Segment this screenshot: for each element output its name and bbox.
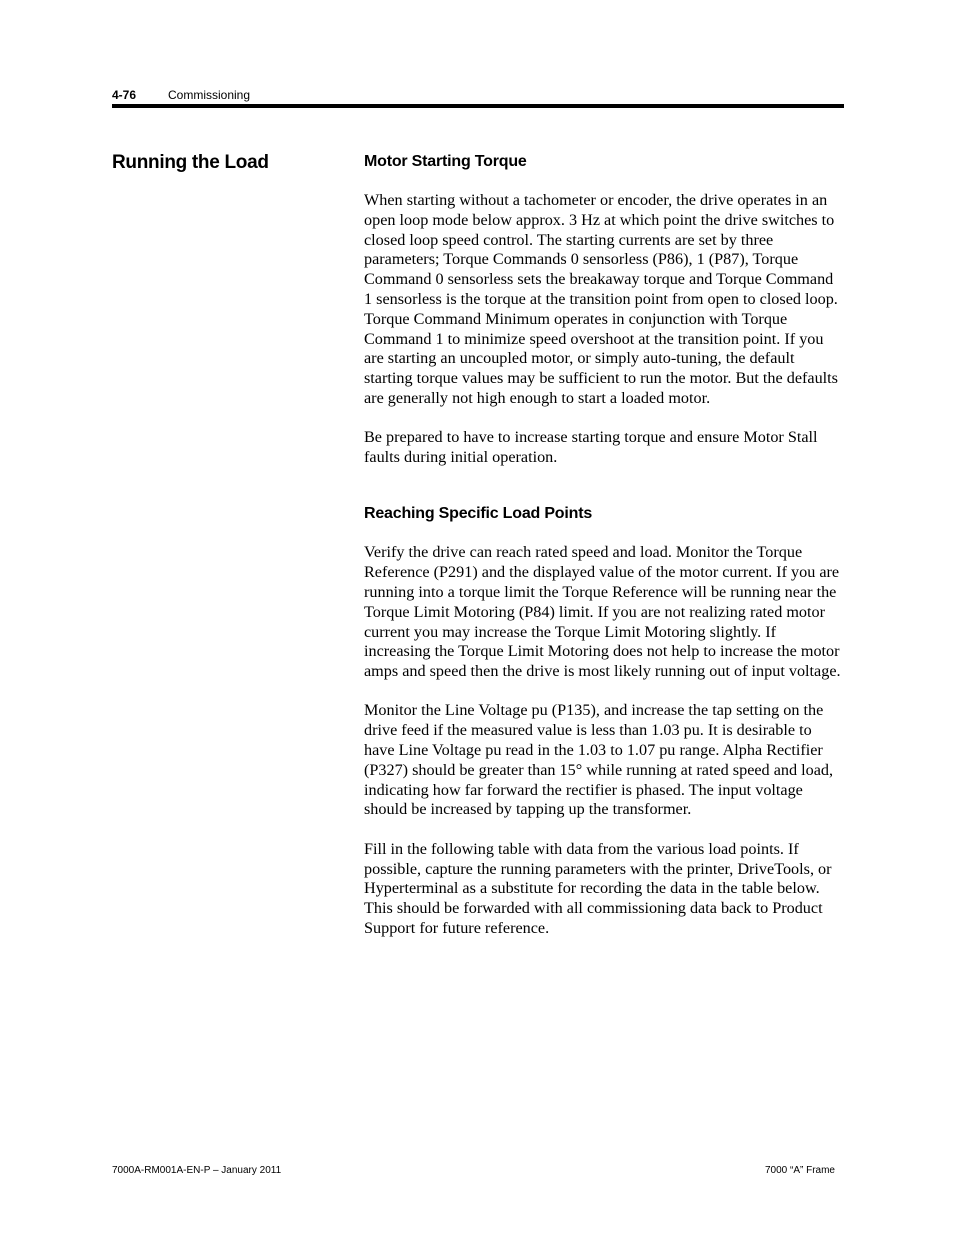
page-number: 4-76 — [112, 88, 137, 102]
paragraph: When starting without a tachometer or encoder, the drive operates in an open loop mode below approx. 3 Hz at which point the drive switches to closed loop speed control. The starting currents are set by three parameters; Torque Commands 0 sensorless (P86), 1 (P87), Torque Command 0 sensorless sets the breakaway torque and Torque Command 1 sensorless is the torque at the transition point from open to closed loop. Torque Command Minimum operates in conjunction with Torque Command 1 to minimize speed overshoot at the transition point. If you are starting an uncoupled motor, or simply auto-tuning, the default starting torque values may be sufficient to run the motor. But the defaults are generally not high enough to start a loaded motor. — [364, 191, 838, 407]
page-header — [112, 88, 844, 102]
paragraph: Verify the drive can reach rated speed and load. Monitor the Torque Reference (P291) and the displayed value of the motor current. If you are running into a torque limit the Torque Reference will be running near the Torque Limit Motoring (P84) limit. If you are not realizing rated motor current you may increase the Torque Limit Motoring slightly. If increasing the Torque Limit Motoring does not help to increase the motor amps and speed then the drive is most likely running out of input voltage. — [364, 543, 841, 681]
subsection-heading-motor-starting-torque: Motor Starting Torque — [364, 153, 527, 170]
subsection-heading-reaching-specific-load-points: Reaching Specific Load Points — [364, 505, 593, 523]
header-rule — [112, 104, 844, 108]
chapter-title: Commissioning — [168, 88, 251, 102]
paragraph: Be prepared to have to increase starting torque and ensure Motor Stall faults during initial operation. — [364, 428, 818, 467]
footer-product: 7000 “A” Frame — [764, 1165, 835, 1176]
footer-doc-id: 7000A-RM001A-EN-P – January 2011 — [112, 1165, 282, 1176]
section-title: Running the Load — [112, 152, 269, 173]
paragraph: Fill in the following table with data from the various load points. If possible, capture the running parameters with the printer, DriveTools, or Hyperterminal as a substitute for recording the data in the table below. This should be forwarded with all commissioning data back to Product Support for future reference. — [364, 839, 832, 937]
main-content — [364, 153, 844, 958]
paragraph: Monitor the Line Voltage pu (P135), and increase the tap setting on the drive feed if the measured value is less than 1.03 pu. It is desirable to have Line Voltage pu read in the 1.03 to 1.07 pu range. Alpha Rectifier (P327) should be greater than 15° while running at rated speed and load, indicating how far forward the rectifier is phased. The input voltage should be increased by tapping up the transformer. — [364, 701, 834, 819]
